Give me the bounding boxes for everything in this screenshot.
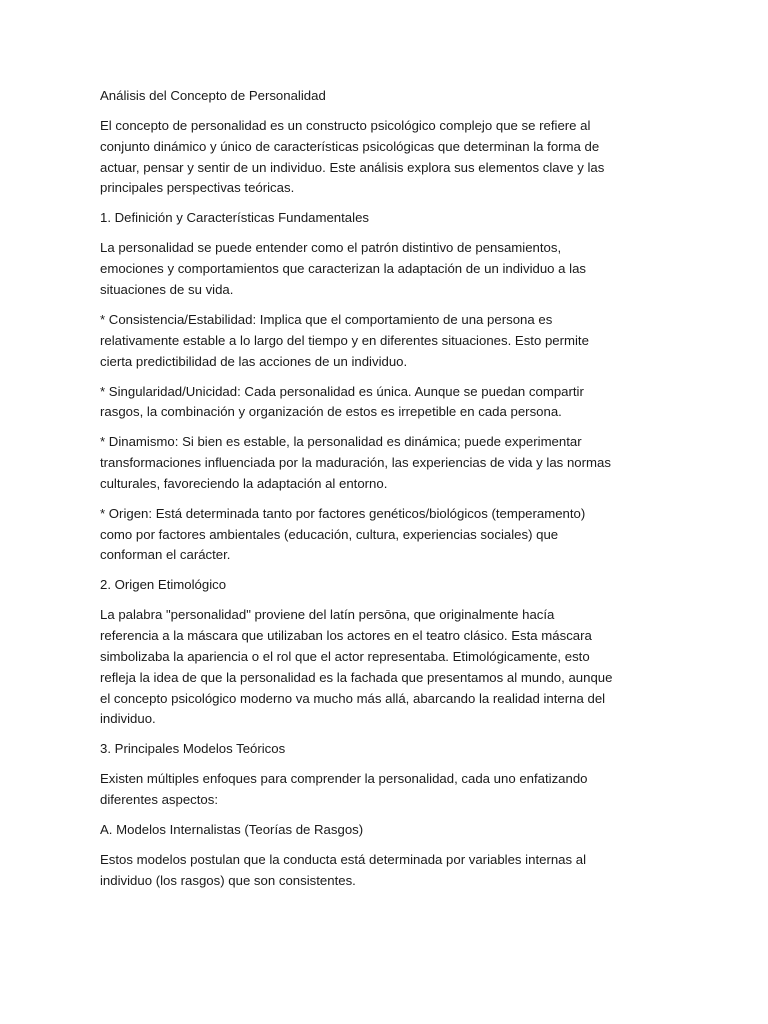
- section-3-paragraph: Existen múltiples enfoques para comprender la personalidad, cada uno enfatizando diferentes aspectos:: [100, 771, 588, 808]
- subsection-a-paragraph: Estos modelos postulan que la conducta está determinada por variables internas al individuo (los rasgos) que son consistentes.: [100, 852, 587, 888]
- document-page: [100, 86, 615, 901]
- section-2-heading: 2. Origen Etimológico: [100, 577, 227, 593]
- subsection-a-heading: A. Modelos Internalistas (Teorías de Rasgos): [100, 822, 364, 838]
- document-title: Análisis del Concepto de Personalidad: [100, 88, 326, 103]
- bullet-consistencia: * Consistencia/Estabilidad: Implica que el comportamiento de una persona es relativamente estable a lo largo del tiempo y en diferentes situaciones. Esto permite cierta predictibilidad de las acciones de un individuo.: [100, 311, 589, 369]
- section-1-paragraph: La personalidad se puede entender como el patrón distintivo de pensamientos, emociones y comportamientos que caracterizan la adaptación de un individuo a las situaciones de su vida.: [100, 240, 587, 297]
- section-3-heading: 3. Principales Modelos Teóricos: [100, 741, 286, 757]
- bullet-origen: * Origen: Está determinada tanto por factores genéticos/biológicos (temperamento) como por factores ambientales (educación, cultura, experiencias sociales) que conforman el carácter.: [100, 505, 586, 563]
- section-1-heading: 1. Definición y Características Fundamentales: [100, 210, 369, 226]
- intro-paragraph: El concepto de personalidad es un constructo psicológico complejo que se refiere al conjunto dinámico y único de características psicológicas que determinan la forma de actuar, pensar y sentir de un individuo. Este análisis explora sus elementos clave y las principales perspectivas teóricas.: [100, 117, 605, 196]
- bullet-dinamismo: * Dinamismo: Si bien es estable, la personalidad es dinámica; puede experimentar transformaciones influenciada por la maduración, las experiencias de vida y las normas culturales, favoreciendo la adaptación al entorno.: [100, 434, 611, 491]
- bullet-singularidad: * Singularidad/Unicidad: Cada personalidad es única. Aunque se puedan compartir rasgos, la combinación y organización de estos es irrepetible en cada persona.: [100, 383, 584, 420]
- section-2-paragraph: La palabra "personalidad" proviene del latín persōna, que originalmente hacía referencia a la máscara que utilizaban los actores en el teatro clásico. Esta máscara simbolizaba la apariencia o el rol que el actor representaba. Etimológicamente, esto refleja la idea de que la personalidad es la fachada que presentamos al mundo, aunque el concepto psicológico moderno va mucho más allá, abarcando la realidad interna del individuo.: [100, 607, 613, 727]
